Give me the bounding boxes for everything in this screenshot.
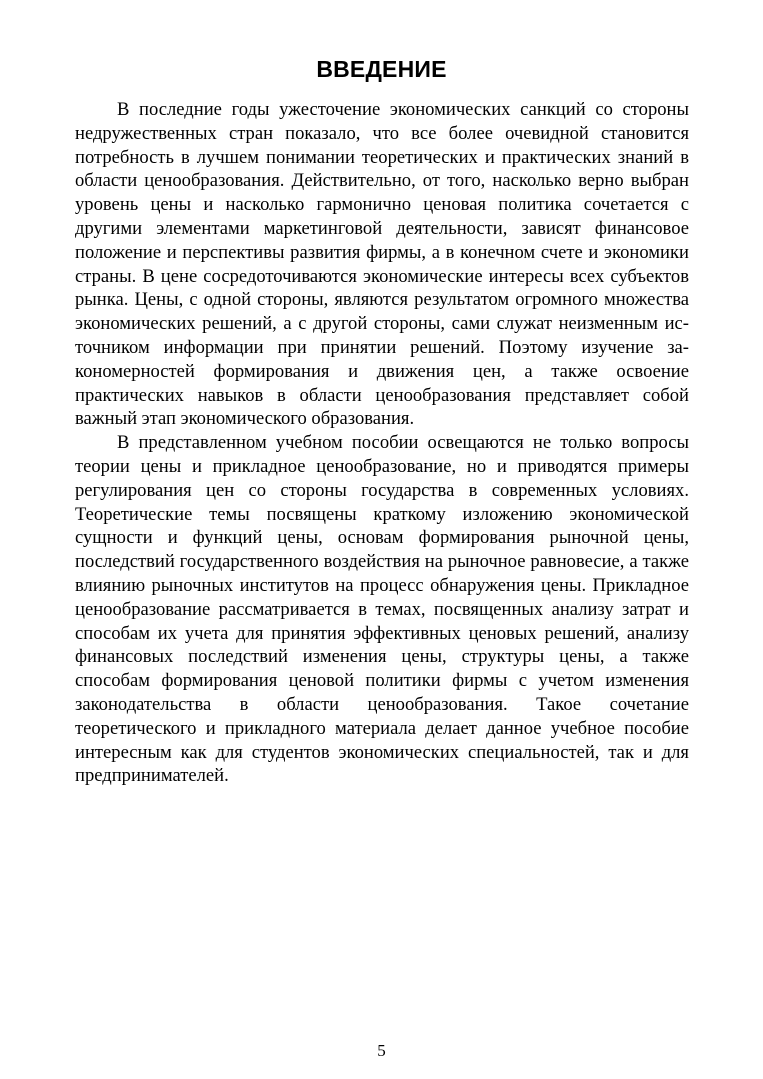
paragraph-textbook-overview: В представленном учебном пособии освещаются не только вопросы теории цены и прикладное ценообразование, но и приводятся примеры регулирования цен со стороны государства в современных условиях. Теоретические темы посвящены краткому изложению экономической сущности и функций цены, основам формирования рыночной цены, последствий государственного воздействия на рыночное равновесие, а также влиянию рыночных институтов на процесс обнаружения цены. Прикладное ценообразование рассматривается в темах, посвященных анализу затрат и способам их учета для принятия эффективных ценовых решений, анализу финансовых последствий изменения цены, структуры цены, а также способам формирования ценовой политики фирмы с учетом изменения законодательства в области ценообразования. Такое сочетание теоретического и прикладного материала делает данное учебное пособие интересным как для студентов экономических специальностей, так и для предпринимателей. (75, 432, 689, 787)
paragraph-intro: В последние годы ужесточение экономических санкций со стороны недружественных стран показало, что все более очевидной становится потребность в лучшем понимании теоретических и практических знаний в области ценообразования. Действительно, от того, насколько верно выбран уровень цены и насколько гармонично ценовая политика сочетается с другими элементами маркетинговой деятельности, зависят финансовое положение и перспективы развития фирмы, а в конечном счете и экономики страны. В цене сосредоточиваются экономические интересы всех субъектов рынка. Цены, с одной стороны, являются результатом огромного множества экономических решений, а с другой стороны, сами служат неизменным источником информации при принятии решений. Поэтому изучение закономерностей формирования и движения цен, а также освоение практических навыков в области ценообразования представляет собой важный этап экономического образования. (75, 99, 689, 430)
page-title: ВВЕДЕНИЕ (316, 56, 447, 82)
page-number: 5 (377, 1041, 386, 1060)
body-text (75, 98, 689, 788)
